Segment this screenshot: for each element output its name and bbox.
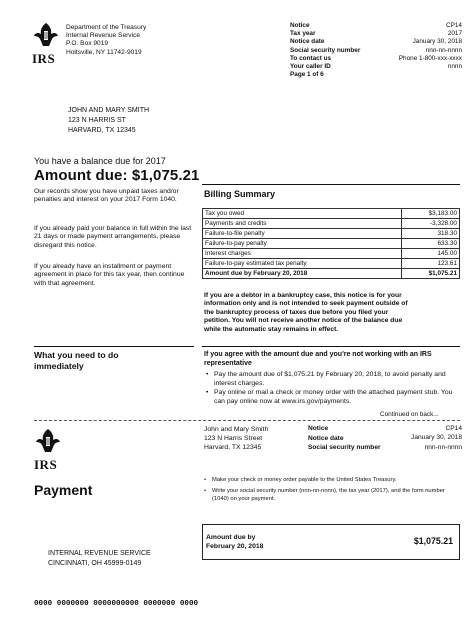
continued-note: Continued on back... — [380, 411, 439, 418]
billing-row — [203, 249, 460, 259]
stub-notice-row — [308, 443, 462, 453]
notice-row — [290, 47, 462, 55]
balance-paragraph: If you already paid your balance in full within the last 21 days or made payment arrangements, please disregard this notice. — [34, 225, 192, 249]
agree-heading: If you agree with the amount due and you're not working with an IRS representative — [204, 351, 432, 367]
page-indicator: Page 1 of 6 — [290, 71, 324, 79]
stub-irs-logo-text: IRS — [34, 457, 58, 472]
stub-notice-value: January 30, 2018 — [411, 434, 462, 442]
recipient-line: HARVARD, TX 12345 — [68, 126, 136, 134]
irs-eagle-icon — [34, 428, 62, 454]
notice-label: To contact us — [290, 54, 332, 62]
notice-label: Your caller ID — [290, 62, 331, 70]
billing-row — [203, 209, 460, 219]
irs-mailing-address — [48, 549, 151, 569]
billing-total-amount: $1,075.21 — [402, 269, 460, 279]
payment-bullet-list — [204, 476, 460, 504]
billing-label: Tax you owed — [203, 209, 402, 219]
notice-row — [290, 63, 462, 71]
stub-notice-box — [308, 424, 462, 453]
payment-bullet: • Make your check or money order payable to the United States Treasury. — [204, 476, 460, 485]
action-bullet: • Pay online or mail a check or money order with the attached payment stub. You can pay online now at www.irs.gov/payments. — [206, 389, 456, 406]
agency-line: Department of the Treasury — [66, 24, 147, 31]
billing-row — [203, 239, 460, 249]
stub-notice-label: Social security number — [308, 444, 381, 452]
billing-amount: $3,183.00 — [402, 209, 460, 219]
notice-value: Phone 1-800-xxx-xxxx — [398, 54, 462, 62]
notice-row — [290, 55, 462, 63]
billing-label: Interest charges — [203, 249, 402, 259]
notice-value: 2017 — [447, 30, 462, 38]
stub-notice-value: CP14 — [445, 424, 462, 432]
stub-notice-value: nnn-nn-nnnn — [424, 443, 462, 451]
billing-label: Failure-to-pay penalty — [203, 239, 402, 249]
irs-logo — [32, 22, 60, 67]
billing-amount: -3,328.00 — [402, 219, 460, 229]
billing-total-row — [203, 269, 460, 279]
billing-summary-title: Billing Summary — [204, 189, 276, 199]
irs-eagle-icon — [32, 22, 60, 48]
billing-label: Failure-to-pay estimated tax penalty — [203, 259, 402, 269]
billing-total-label: Amount due by February 20, 2018 — [203, 269, 402, 279]
action-bullet: • Pay the amount due of $1,075.21 by February 20, 2018, to avoid penalty and interest charges. — [206, 371, 456, 388]
agency-line: Internal Revenue Service — [66, 32, 141, 40]
action-heading: What you need to do immediately — [34, 350, 119, 371]
irs-logo-text: IRS — [32, 51, 56, 66]
notice-row — [290, 71, 462, 79]
notice-row — [290, 22, 462, 30]
agency-line: P.O. Box 9019 — [66, 40, 109, 48]
recipient-line: JOHN AND MARY SMITH — [68, 107, 150, 114]
billing-top-rule — [202, 184, 460, 185]
agency-address — [66, 24, 146, 57]
notice-row — [290, 30, 462, 38]
action-rule-right — [202, 346, 460, 347]
stub-notice-row — [308, 434, 462, 444]
balance-intro: You have a balance due for 2017 — [34, 156, 166, 166]
bankruptcy-note: If you are a debtor in a bankruptcy case, this notice is for your information only and is not intended to seek payment outside of the bankruptcy process of taxes due before you filed your petition. You will not receive another notice of the balance due while the automatic stay remains in effect. — [204, 292, 408, 333]
stub-taxpayer-address — [204, 425, 268, 452]
notice-label: Notice date — [290, 38, 325, 46]
scan-line: 0000 0000000 0000000000 0000000 0000 — [34, 600, 199, 608]
notice-value: nnnn — [447, 62, 462, 70]
billing-row — [203, 229, 460, 239]
irs-address-line: INTERNAL REVENUE SERVICE — [48, 550, 151, 557]
notice-value: nnn-nn-nnnn — [425, 46, 462, 54]
stub-amount-box — [202, 524, 460, 560]
stub-notice-label: Notice — [308, 425, 329, 432]
amount-due-heading: Amount due: $1,075.21 — [34, 167, 200, 184]
action-bullet-list — [206, 371, 456, 406]
billing-row — [203, 219, 460, 229]
stub-amount-due-value: $1,075.21 — [413, 536, 453, 546]
notice-value: CP14 — [446, 22, 462, 29]
notice-info-box — [290, 22, 462, 79]
stub-irs-logo — [34, 428, 62, 473]
stub-notice-row — [308, 424, 462, 434]
recipient-line: 123 N HARRIS ST — [68, 116, 126, 124]
notice-label: Tax year — [290, 30, 316, 38]
billing-table — [202, 208, 460, 279]
balance-paragraph: If you already have an installment or payment agreement in place for this tax year, then continue with that agreement. — [34, 263, 185, 287]
stub-taxpayer-line: John and Mary Smith — [204, 426, 269, 433]
stub-taxpayer-line: 123 N Harris Street — [204, 435, 263, 442]
billing-amount: 318.30 — [402, 229, 460, 239]
stub-amount-due-label: Amount due by February 20, 2018 — [206, 534, 264, 550]
notice-row — [290, 38, 462, 46]
billing-amount: 123.61 — [402, 259, 460, 269]
payment-title: Payment — [34, 482, 93, 498]
balance-paragraph: Our records show you have unpaid taxes and/or penalties and interest on your 2017 Form 1040. — [34, 188, 179, 204]
notice-label: Social security number — [290, 46, 361, 54]
billing-amount: 145.00 — [402, 249, 460, 259]
billing-row — [203, 259, 460, 269]
notice-value — [381, 71, 462, 79]
agency-line: Holtsville, NY 11742-9019 — [66, 48, 142, 56]
stub-taxpayer-line: Harvard, TX 12345 — [204, 444, 262, 451]
action-rule-left — [34, 346, 194, 347]
billing-label: Failure-to-file penalty — [203, 229, 402, 239]
billing-amount: 633.30 — [402, 239, 460, 249]
notice-label: Notice — [290, 22, 310, 29]
stub-notice-label: Notice date — [308, 434, 344, 442]
irs-address-line: CINCINNATI, OH 45999-0149 — [48, 560, 142, 567]
recipient-address — [68, 106, 149, 135]
payment-bullet: • Write your social security number (nnn-nn-nnnn), the tax year (2017), and the form number (1040) on your payment. — [204, 487, 460, 504]
detach-line — [34, 420, 460, 421]
notice-value: January 30, 2018 — [412, 38, 462, 46]
billing-label: Payments and credits — [203, 219, 402, 229]
